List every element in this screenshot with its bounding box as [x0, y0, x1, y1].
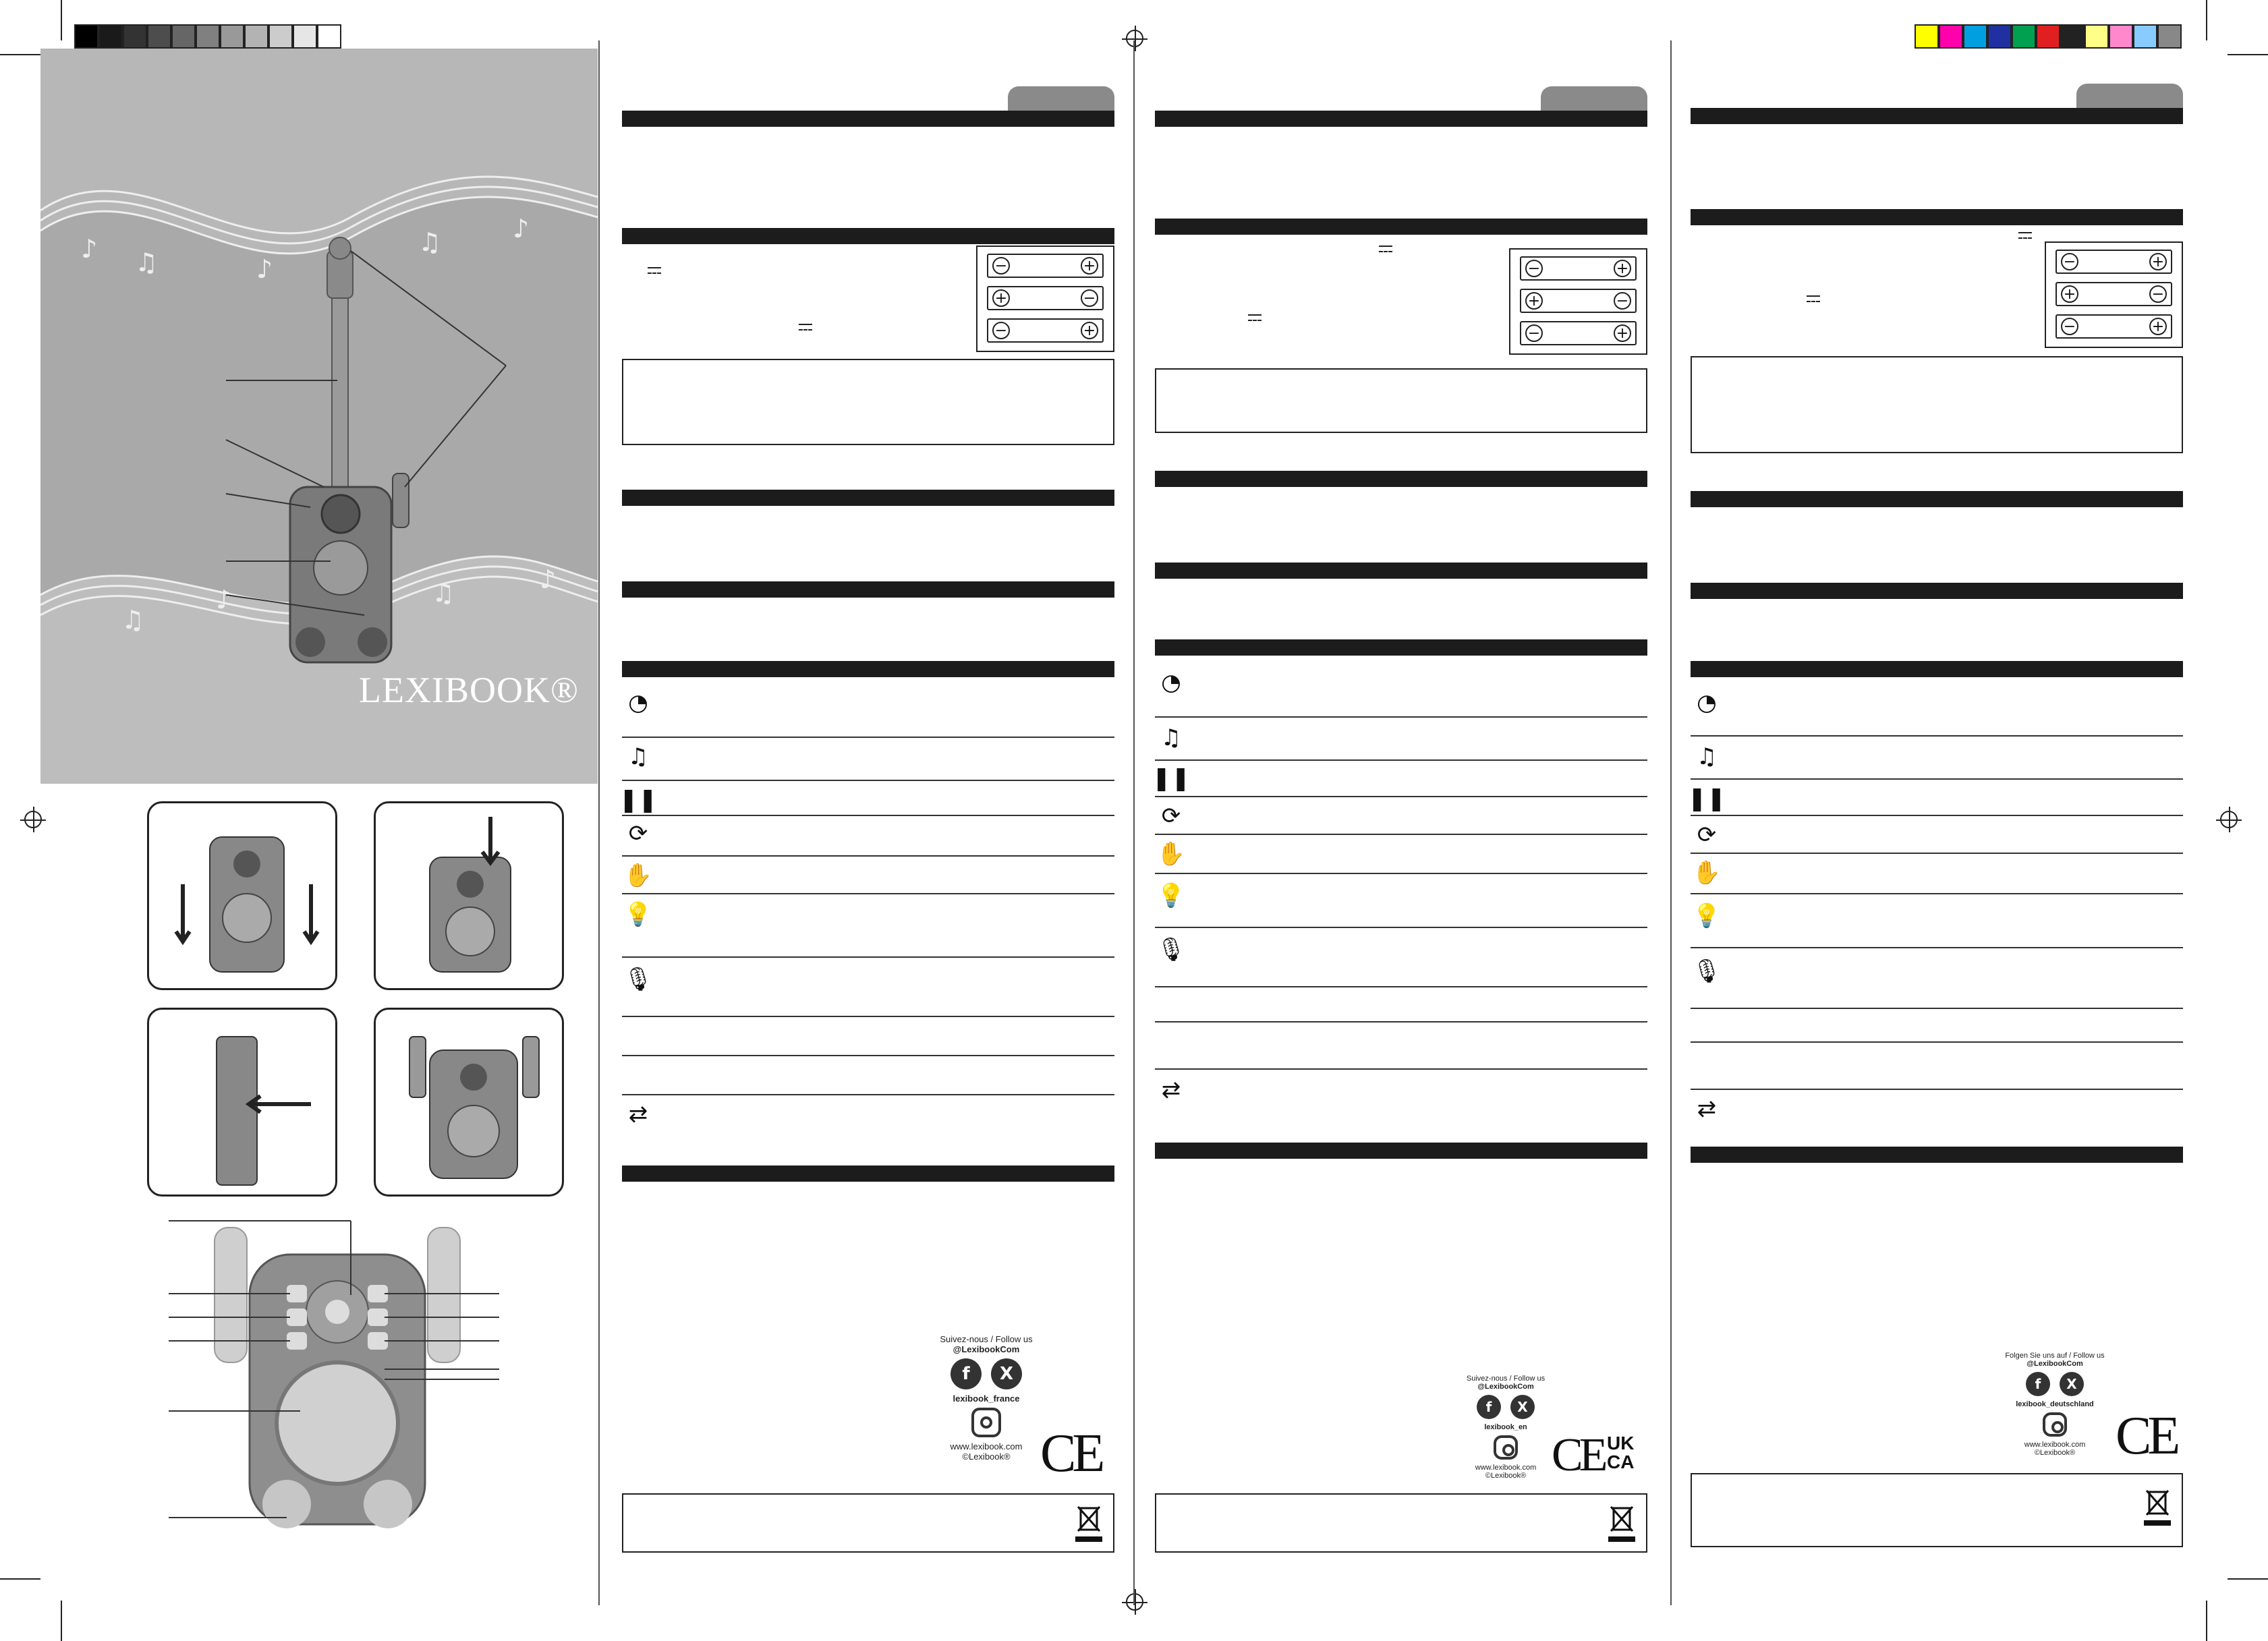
facebook-icon[interactable]: f — [2026, 1372, 2050, 1396]
section-header-bar — [1155, 111, 1647, 127]
section-header-bar — [1691, 108, 2183, 124]
music-note-icon: ♫ — [1160, 724, 1182, 751]
social-handle: @LexibookCom — [953, 1344, 1020, 1354]
disposal-notice-box — [1691, 1473, 2183, 1547]
weee-bin-icon — [2141, 1485, 2174, 1527]
social-block — [1994, 1352, 2116, 1457]
warning-box — [622, 359, 1114, 445]
section-header-bar — [1155, 1143, 1647, 1159]
crop-mark — [61, 0, 62, 40]
dc-symbol-icon — [1248, 314, 1261, 321]
ukca-mark: UK CA — [1607, 1433, 1635, 1472]
disposal-notice-box — [1155, 1493, 1647, 1553]
pause-icon: ❚❚ — [619, 786, 658, 813]
music-note-icon: ♫ — [1696, 743, 1718, 770]
facebook-icon[interactable]: f — [1477, 1395, 1501, 1419]
lexibook-logo: LEXIBOOK® — [359, 670, 579, 710]
registration-target-icon — [1126, 1593, 1143, 1611]
grayscale-calibration-strip — [74, 24, 341, 49]
section-header-bar — [1155, 219, 1647, 235]
light-bulb-icon: 💡 — [1692, 902, 1722, 929]
crop-mark — [0, 54, 40, 55]
manual-column-3 — [1687, 84, 2183, 1554]
color-calibration-strip — [1915, 24, 2182, 49]
instagram-icon[interactable] — [1494, 1435, 1518, 1460]
manual-column-2 — [1152, 86, 1647, 1557]
warning-box — [1691, 356, 2183, 453]
repeat-icon: ⟳ — [1161, 803, 1181, 830]
section-header-bar — [1691, 583, 2183, 599]
light-bulb-icon: 💡 — [1156, 882, 1186, 909]
calibration-swatch — [2012, 24, 2036, 49]
instagram-icon[interactable] — [2043, 1412, 2067, 1437]
section-header-bar — [1155, 639, 1647, 656]
pause-icon: ❚❚ — [1687, 785, 1726, 812]
social-account: lexibook_deutschland — [2016, 1400, 2094, 1408]
manual-column-1 — [619, 86, 1114, 1557]
calibration-swatch — [2157, 24, 2182, 49]
applause-icon: ✋ — [1692, 859, 1722, 886]
assembly-step-4-image — [374, 1008, 564, 1197]
calibration-swatch — [268, 24, 293, 49]
calibration-swatch — [2085, 24, 2109, 49]
calibration-swatch — [2109, 24, 2133, 49]
svg-text:♪: ♪ — [216, 585, 233, 614]
x-twitter-icon[interactable]: X — [991, 1358, 1022, 1389]
battery-diagram: − + + − − + — [976, 246, 1114, 352]
social-block — [919, 1334, 1054, 1462]
calibration-swatch — [1939, 24, 1963, 49]
crop-mark — [2206, 1601, 2207, 1641]
repeat-icon: ⟳ — [628, 820, 648, 847]
warning-box — [1155, 368, 1647, 433]
light-bulb-icon: 💡 — [623, 901, 653, 928]
calibration-swatch — [220, 24, 244, 49]
applause-icon: ✋ — [623, 862, 653, 889]
microphone-icon: 🎙 — [1692, 958, 1722, 985]
svg-text:♫: ♫ — [121, 605, 145, 635]
section-header-bar — [1691, 661, 2183, 677]
section-header-bar — [622, 111, 1114, 127]
calibration-swatch — [123, 24, 147, 49]
mic-volume-icon: ◔ — [1697, 689, 1717, 716]
social-handle: @LexibookCom — [1477, 1383, 1534, 1391]
section-header-bar — [622, 581, 1114, 598]
calibration-swatch — [98, 24, 123, 49]
website-link[interactable]: www.lexibook.com — [950, 1441, 1023, 1451]
pause-icon: ❚❚ — [1152, 765, 1191, 792]
social-block — [1452, 1375, 1560, 1480]
microphone-icon: 🎙 — [1156, 936, 1186, 963]
language-tab — [1008, 86, 1114, 112]
copyright: ©Lexibook® — [1485, 1472, 1527, 1480]
social-handle: @LexibookCom — [2026, 1360, 2083, 1368]
calibration-swatch — [1987, 24, 2012, 49]
switch-arrows-icon: ⇄ — [1161, 1076, 1181, 1103]
calibration-swatch — [2060, 24, 2085, 49]
section-header-bar — [1691, 491, 2183, 507]
fold-line — [598, 40, 600, 1605]
ce-mark: CE — [2116, 1406, 2177, 1466]
website-link[interactable]: www.lexibook.com — [2024, 1441, 2086, 1449]
svg-text:♪: ♪ — [81, 234, 98, 264]
control-panel-diagram — [155, 1214, 533, 1565]
ce-mark: CE — [1552, 1429, 1604, 1481]
section-header-bar — [1155, 471, 1647, 487]
svg-text:♪: ♪ — [540, 565, 557, 594]
section-header-bar — [1691, 1147, 2183, 1163]
crop-mark — [61, 1601, 62, 1641]
crop-mark — [0, 1578, 40, 1580]
crop-mark — [2228, 54, 2268, 55]
calibration-swatch — [171, 24, 196, 49]
dc-symbol-icon — [799, 324, 812, 330]
dc-symbol-icon — [648, 267, 661, 274]
follow-text: Suivez-nous / Follow us — [940, 1334, 1033, 1344]
dc-symbol-icon — [1807, 295, 1820, 302]
fold-line — [1670, 40, 1672, 1605]
cover-panel — [40, 49, 598, 784]
calibration-swatch — [244, 24, 268, 49]
calibration-swatch — [2036, 24, 2060, 49]
disposal-notice-box — [622, 1493, 1114, 1553]
dc-symbol-icon — [2018, 232, 2032, 239]
mic-volume-icon: ◔ — [1161, 669, 1181, 696]
language-tab — [1541, 86, 1647, 112]
language-tab — [2076, 84, 2183, 109]
assembly-step-1-image — [147, 801, 337, 990]
switch-arrows-icon: ⇄ — [628, 1101, 648, 1128]
calibration-swatch — [1915, 24, 1939, 49]
x-twitter-icon[interactable]: X — [2060, 1372, 2084, 1396]
assembly-step-3-image — [147, 1008, 337, 1197]
calibration-swatch — [317, 24, 341, 49]
assembly-step-2-image — [374, 801, 564, 990]
microphone-icon: 🎙 — [623, 966, 653, 993]
svg-text:♫: ♫ — [418, 227, 442, 257]
calibration-swatch — [2133, 24, 2157, 49]
social-account: lexibook_en — [1484, 1423, 1527, 1431]
music-note-icon: ♫ — [627, 743, 649, 770]
mic-volume-icon: ◔ — [628, 689, 648, 716]
social-account: lexibook_france — [953, 1393, 1020, 1404]
calibration-swatch — [147, 24, 171, 49]
battery-diagram: − + + − − + — [2045, 241, 2183, 348]
crop-mark — [2228, 1578, 2268, 1580]
crop-mark — [2206, 0, 2207, 40]
section-header-bar — [622, 228, 1114, 244]
follow-text: Folgen Sie uns auf / Follow us — [2005, 1352, 2105, 1360]
dc-symbol-icon — [1379, 246, 1392, 252]
svg-text:♫: ♫ — [432, 578, 455, 608]
website-link[interactable]: www.lexibook.com — [1475, 1464, 1537, 1472]
copyright: ©Lexibook® — [962, 1451, 1011, 1462]
registration-target-icon — [24, 811, 42, 828]
calibration-swatch — [74, 24, 98, 49]
repeat-icon: ⟳ — [1697, 822, 1717, 848]
section-header-bar — [622, 490, 1114, 506]
svg-text:♪: ♪ — [256, 254, 273, 284]
battery-diagram: − + + − − + — [1509, 248, 1647, 355]
weee-bin-icon — [1606, 1501, 1638, 1543]
follow-text: Suivez-nous / Follow us — [1466, 1375, 1546, 1383]
section-header-bar — [622, 1165, 1114, 1182]
x-twitter-icon[interactable]: X — [1510, 1395, 1535, 1419]
switch-arrows-icon: ⇄ — [1697, 1095, 1717, 1122]
instagram-icon[interactable] — [971, 1408, 1001, 1437]
section-header-bar — [1155, 563, 1647, 579]
calibration-swatch — [293, 24, 317, 49]
weee-bin-icon — [1073, 1501, 1105, 1543]
ce-mark: CE — [1040, 1424, 1102, 1483]
section-header-bar — [622, 661, 1114, 677]
fold-line — [1133, 40, 1135, 1605]
registration-target-icon — [1126, 30, 1143, 47]
registration-target-icon — [2220, 811, 2238, 828]
section-header-bar — [1691, 209, 2183, 225]
copyright: ©Lexibook® — [2034, 1449, 2076, 1457]
calibration-swatch — [196, 24, 220, 49]
svg-text:♪: ♪ — [513, 214, 530, 243]
applause-icon: ✋ — [1156, 840, 1186, 867]
calibration-swatch — [1963, 24, 1987, 49]
svg-text:♫: ♫ — [135, 248, 159, 277]
facebook-icon[interactable]: f — [951, 1358, 982, 1389]
